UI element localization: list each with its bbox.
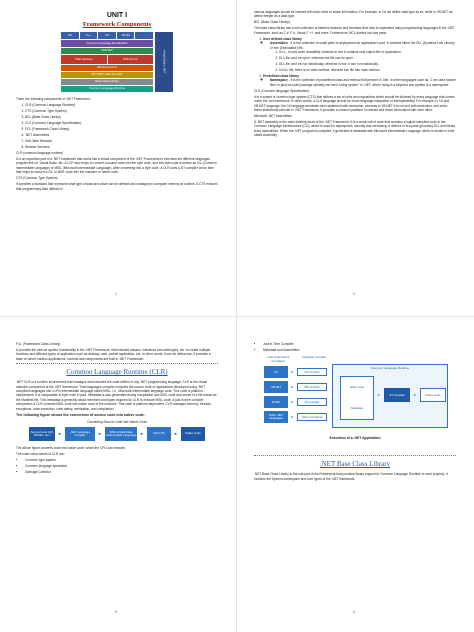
components-list (16, 103, 218, 149)
bcl-parts-list (254, 37, 456, 87)
aspnet-layer: ASP.NET (61, 48, 153, 54)
bcl-heading: .NET Base Class Library (319, 460, 391, 469)
arrow-right-icon: ► (377, 392, 381, 397)
list-item: 3. DLL file can't be run individually, whereas in exe, it can run individually. (279, 62, 456, 66)
lang-jsharp: J#.NET (264, 396, 288, 408)
list-item (263, 74, 456, 87)
list-item: • Just in Time Compiler (263, 342, 456, 346)
arrow-right-icon: ► (140, 431, 144, 437)
page-4 (242, 322, 466, 622)
clr-label: Common Language Runtime (370, 366, 410, 371)
lang-other: Other .NET Languages (264, 411, 288, 423)
windows-forms-layer: Windows Forms (61, 65, 153, 71)
caption-compiler: Language Compiler (301, 355, 327, 360)
arrow-right-icon: ► (98, 431, 102, 437)
flow-source-code: Source Code (C#, VB.NET, etc.) (29, 427, 55, 441)
list-item: 2. DLL file can't be open, whereas exe file can be open. (279, 56, 456, 60)
msil-metadata-box (340, 376, 374, 420)
framework-diagram (61, 32, 173, 94)
arrow-right-icon: ► (290, 399, 295, 404)
execution-caption: Execution of a .NET Application (329, 436, 381, 441)
lang-vbnet: VB.NET (264, 381, 288, 393)
page-divider-horizontal (0, 316, 474, 317)
list-item: 3. BCL (Base Class Library) (25, 115, 218, 119)
list-item: 2. CTS (Common Type System) (25, 109, 218, 113)
msil-label: MSIL Code (350, 385, 364, 390)
bcl-paragraph: .NET Base Class Library is the sub part of the Framework that provides library support to Common Language Runtime to work properly. It includes the System namespace and core types of the .NET framework. (254, 472, 448, 481)
list-item: • Common language speciation (25, 464, 218, 468)
list-item: 5. FCL (Framework Class Library) (25, 127, 218, 131)
figure-note: The above figure converts code into native code, which the CPU can execute. (16, 446, 126, 451)
page-number: 2 (353, 292, 355, 296)
cls-paragraph: It is a subset of common type system (CTS) that defines a set of rules and regulations which should be followed by every language that comes under the .net framework. In other words, a CLS language should be cross-language integration or interoperability. For example, in C# and VB.NET language, the C# language terminate each statement with semicolon, whereas in VB.NET it is not end with semicolon, and when these statements execute in .NET Framework, it provides a common platform to interact and share information with each other. (254, 94, 455, 113)
lang-csharp: C# (98, 32, 116, 39)
csharp-compiler: C# Compiler (297, 368, 327, 376)
main-components-label: The main components of CLR are: (16, 452, 65, 457)
list-item: • Garbage Collector (25, 470, 218, 474)
framework-components-heading: Framework Components (82, 21, 152, 28)
list-item (270, 41, 456, 72)
page-1 (4, 4, 228, 304)
arrow-right-icon: ► (58, 431, 62, 437)
bcl-label: BCL (Base Class Library) (254, 20, 290, 25)
flow-msil: MSIL & Meta Data (Intermediate Language) (105, 427, 137, 441)
lang-jscript: JScript (117, 32, 135, 39)
list-item: • Common type system (25, 458, 218, 462)
ado-layer: ADO.NET: Data and XML (61, 72, 153, 78)
language-row (61, 32, 153, 39)
caption-code: Code (Framework Compliant) (266, 355, 290, 363)
other-compilers: Other Compilers (297, 413, 327, 421)
namespace-text: - It is the collection of predefined class and method that present in .Net. In other languages such as, C we used header files, in java we used package similarly we used "using system" in .NET, where using is a keyword and system is a namespace. (270, 78, 456, 87)
fcl-label: FCL (Framework Class Library) (16, 342, 61, 346)
clr-layer: Common Language Runtime (61, 86, 153, 92)
dotted-separator (16, 363, 218, 364)
clr-label: CLR (common language runtime) (16, 151, 64, 155)
jsharp-compiler: J# Compiler (297, 398, 327, 406)
list-item: 7. XML Web Services (25, 139, 218, 143)
clr-paragraph: .NET CLR is a runtime environment that manages and executes the code written in any .NET programming language. CLR is the virtual machine component of the .NET framework. That language's compiler compiles the source code of applications developed using .NET compliant languages into CLR's intermediate language called MSIL, i.e., Microsoft intermediate language code. This code is platform-independent. It is comparable to byte code in java. Metadata is also generated during compilation and MSIL code and stored in a file known as the Manifest file. This metadata is generally about members and types required by CLR to execute MSIL code. A just-in-time compiler component of CLR converts MSIL code into native code of the machine. This code is platform-dependent. CLR manages memory, threads, exceptions, code execution, code safety, verification, and compilation. (16, 380, 217, 411)
ud-sublist (263, 41, 456, 72)
page-number: 1 (115, 292, 117, 296)
conversion-flow (29, 425, 205, 443)
arrow-right-icon: ► (413, 392, 417, 397)
top-list (254, 342, 456, 352)
cls-label: CLS (Common language Specification) (254, 88, 310, 93)
ud-title: User defined class library (263, 36, 302, 41)
figure-title: Converting Source Code Into Native Code (87, 420, 147, 425)
asm-paragraph: A .NET assembly is the main building block of the .NET Framework. It is a small unit of code that contains a logical compiled code in the Common Language infrastructure (CLI), which is used for deployment, security and versioning. It defines in two parts (process) DLL and library (exe) assemblies. When the .NET program is compiled, it generates a metadata with Microsoft Intermediate Language, which is stored in a file called Assembly. (254, 120, 456, 138)
page-number: 4 (353, 610, 355, 614)
native-code: Native Code (420, 388, 446, 402)
clr-heading: Common Language Runtime (CLR) (66, 368, 168, 377)
clr-paragraph: It is an important part of a .NET framework that works like a virtual component of the .NET Framework to executes the different languages program like c#, Visual Basic, etc. A CLR also helps to convert a source code into the byte code, and this byte code is known as CIL (Common Intermediate Language) or MSIL (Microsoft Intermediate Language). After converting into a byte code, a CLR uses a JIT compiler at run time that helps to convert a CIL or MSIL code into the machine or native code. (16, 157, 217, 175)
list-item (263, 37, 456, 73)
assemblies-text: - It is the collection of small parts of deployment an application's part. It contains either the DLL (Dynamic Link Library) or exe (Executable) file. (270, 41, 455, 50)
list-item: 1. CLR (Common Language Runtime) (25, 103, 218, 107)
list-item: 8. Window Services (25, 145, 218, 149)
vb-compiler: VB Compiler (297, 383, 327, 391)
cts-paragraph: It specifies a standard that represent what type of data and value can be defined and managed in computer memory at runtime. A CTS ensures that programming data defined in (16, 182, 218, 191)
dotted-separator (254, 455, 456, 456)
list-item: • Metadata and Assemblies (263, 348, 456, 352)
jit-compiler: JIT Compiler (384, 388, 410, 402)
figure-caption: The following figure shows the conversion of source code into native code. (16, 413, 145, 418)
page-number: 3 (115, 610, 117, 614)
pre-title: Predefined class library (263, 74, 299, 79)
flow-clr-jit: CLR (JIT) (147, 427, 171, 441)
bcl-paragraph: The base class library has a rich collection of libraries features and functions that help to implement many programming languages in the .NET Framework, such as C #, F #, Visual C ++, and more. Furthermore, BCL divides into two parts: (254, 26, 455, 35)
list-item: 4. CLS (Common Language Specification) (25, 121, 218, 125)
flow-compiler: .NET Language Compiler (65, 427, 95, 441)
lang-cpp: C++ (80, 32, 98, 39)
page-2 (242, 4, 466, 304)
list-item: 6. .NET Assemblies (25, 133, 218, 137)
lang-vb: VB (61, 32, 79, 39)
list-item: 4. In DLL file, there is no main method, whereas exe file has main method. (279, 68, 456, 72)
cts-label: CTS (Common Type System) (16, 176, 58, 181)
web-forms-layer: Web Forms (108, 55, 153, 64)
arrow-right-icon: ► (290, 414, 295, 419)
flow-native-code: Native Code (181, 427, 205, 441)
arrow-right-icon: ► (174, 431, 178, 437)
metadata-label: Metadata (351, 406, 363, 411)
main-components-list (16, 458, 218, 474)
asm-label: Microsoft .NET Assemblies (254, 114, 293, 119)
page-3 (4, 322, 228, 622)
bcl-layer: Base Class Library (61, 79, 153, 85)
arrow-right-icon: ► (290, 369, 295, 374)
pre-sublist (263, 78, 456, 87)
list-item: 1. In LL, it uses code reusability, whereas in exe it contains only output file/ or application. (279, 50, 456, 54)
execution-diagram (260, 356, 450, 452)
web-services-layer: Web Services (61, 55, 107, 64)
top-paragraph: various languages should be interact with each other to share information. For example, in C# we define data type as int, while in VB.NET we define integer as a data type. (254, 10, 453, 19)
lang-more: ... (135, 32, 153, 39)
assemblies-term: Assemblies (270, 41, 288, 46)
dll-points (270, 50, 456, 72)
unit-title: UNIT I (106, 12, 128, 19)
namespace-term: Namespace (270, 78, 288, 83)
fcl-paragraph: It provides the various system functionality in the .NET Framework, that includes classes, interfaces and data types, etc. to create multiple functions and different types of application such as desktop, web, mobile application, etc. In other words, it can be defined as, it provides a base on which various applications, controls and components are built in .NET Framework. (16, 348, 211, 361)
lang-csharp: C# (264, 366, 288, 378)
list-item (270, 78, 456, 87)
components-intro: There are following components of .NET Framework: (16, 97, 91, 101)
cls-layer: Common Language Specification (61, 40, 153, 47)
visual-studio-bar: Visual Studio .NET (155, 32, 173, 92)
arrow-right-icon: ► (290, 384, 295, 389)
